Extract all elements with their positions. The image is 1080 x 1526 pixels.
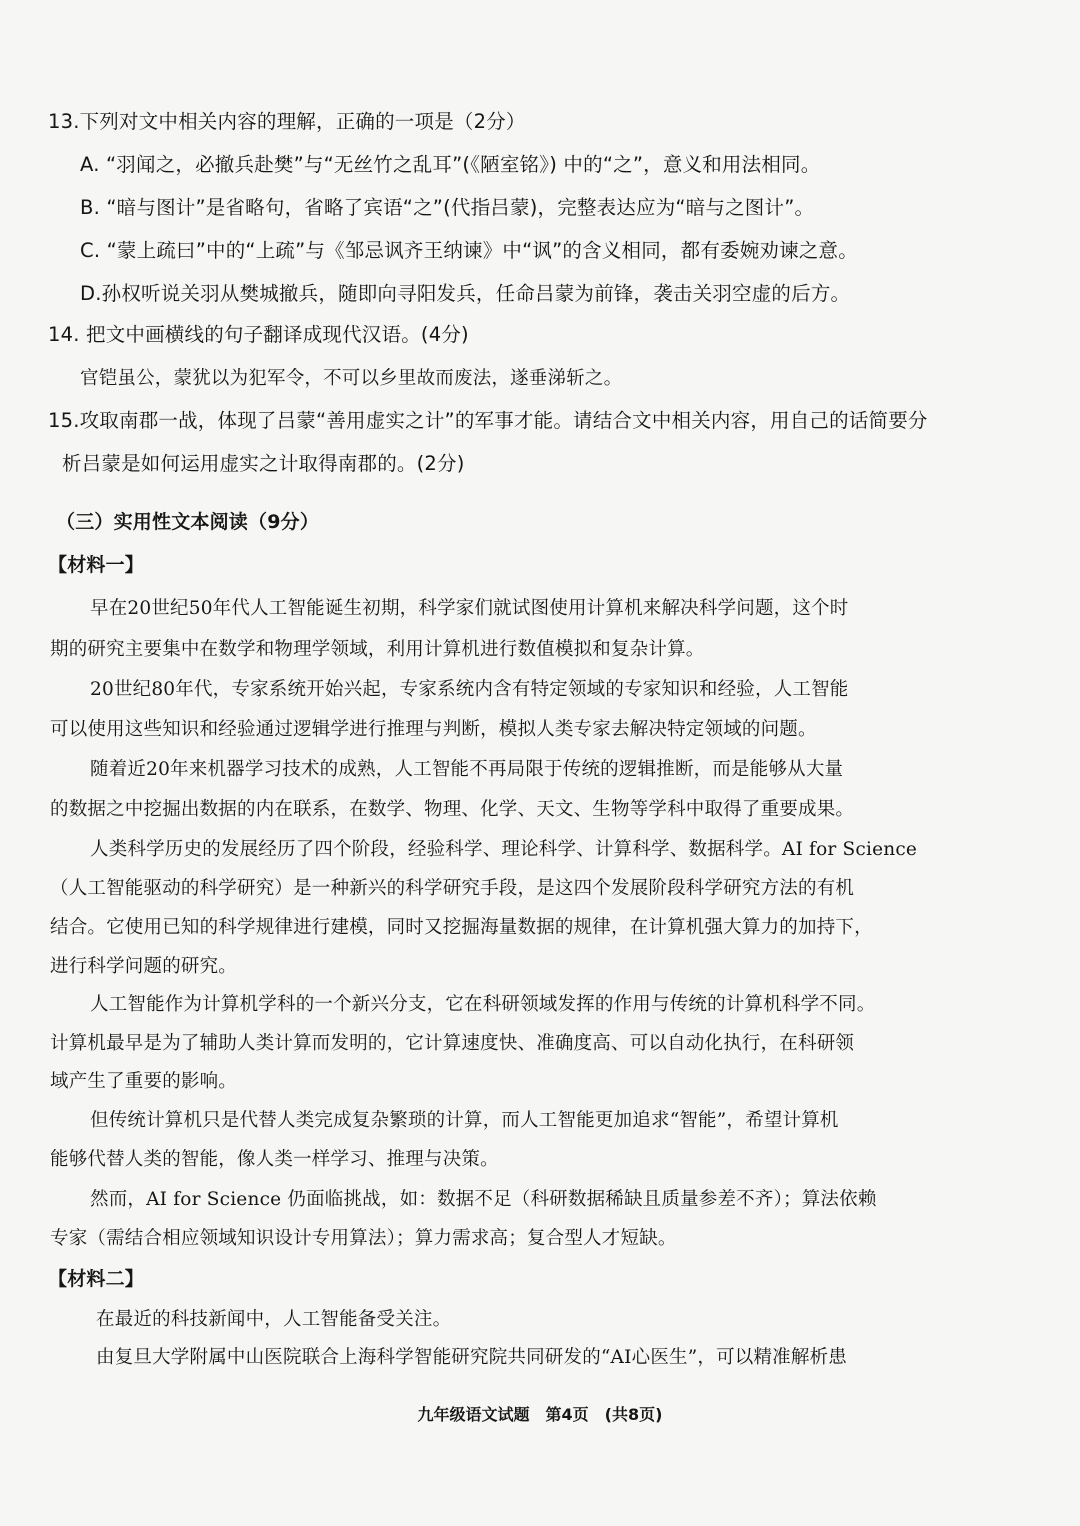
material-1-line: 专家（需结合相应领域知识设计专用算法）；算力需求高；复合型人才短缺。 — [50, 1228, 677, 1249]
material-1-line: 随着近20年来机器学习技术的成熟，人工智能不再局限于传统的逻辑推断，而是能够从大量 — [90, 759, 844, 780]
material-2-line: 在最近的科技新闻中，人工智能备受关注。 — [96, 1309, 452, 1330]
material-1-line: 期的研究主要集中在数学和物理学领域，利用计算机进行数值模拟和复杂计算。 — [50, 639, 705, 660]
material-1-line: 20世纪80年代，专家系统开始兴起，专家系统内含有特定领域的专家知识和经验，人工智能 — [90, 679, 849, 700]
material-1-line: 人类科学历史的发展经历了四个阶段，经验科学、理论科学、计算科学、数据科学。AI for Science — [90, 839, 918, 860]
material-1-label: 【材料一】 — [48, 554, 145, 576]
q13-option-c: C. “蒙上疏曰”中的“上疏”与《邹忌讽齐王纳谏》中“讽”的含义相同，都有委婉劝谏之意。 — [80, 239, 858, 262]
material-1-line: 但传统计算机只是代替人类完成复杂繁琐的计算，而人工智能更加追求“智能”，希望计算机 — [90, 1110, 839, 1131]
material-1-line: 人工智能作为计算机学科的一个新兴分支，它在科研领域发挥的作用与传统的计算机科学不同。 — [90, 994, 876, 1015]
material-1-line: 计算机最早是为了辅助人类计算而发明的，它计算速度快、准确度高、可以自动化执行，在科研领 — [50, 1033, 855, 1054]
material-1-line: 可以使用这些知识和经验通过逻辑学进行推理与判断，模拟人类专家去解决特定领域的问题。 — [50, 719, 817, 740]
q13-option-b: B. “暗与图计”是省略句，省略了宾语“之”(代指吕蒙)，完整表达应为“暗与之图计”。 — [80, 196, 815, 219]
q15-stem-line-1: 15.攻取南郡一战，体现了吕蒙“善用虚实之计”的军事才能。请结合文中相关内容，用自己的话简要分 — [48, 409, 928, 432]
material-1-line: 结合。它使用已知的科学规律进行建模，同时又挖掘海量数据的规律，在计算机强大算力的加持下， — [50, 917, 873, 938]
q13-option-a: A. “羽闻之，必撤兵赴樊”与“无丝竹之乱耳”(《陋室铭》) 中的“之”，意义和用法相同。 — [80, 153, 821, 176]
q15-stem-line-2: 析吕蒙是如何运用虚实之计取得南郡的。(2分) — [62, 452, 465, 475]
q14-sentence: 官铠虽公，蒙犹以为犯军令，不可以乡里故而废法，遂垂涕斩之。 — [80, 368, 623, 389]
material-1-line: 域产生了重要的影响。 — [50, 1071, 238, 1092]
q14-stem: 14. 把文中画横线的句子翻译成现代汉语。(4分) — [48, 323, 469, 346]
page-footer: 九年级语文试题 第4页 (共8页) — [417, 1405, 663, 1424]
material-1-line: 能够代替人类的智能，像人类一样学习、推理与决策。 — [50, 1149, 499, 1170]
material-2-label: 【材料二】 — [48, 1268, 145, 1290]
section-3-title: （三）实用性文本阅读（9分） — [56, 511, 320, 533]
material-1-line: 进行科学问题的研究。 — [50, 956, 238, 977]
material-1-line: 的数据之中挖掘出数据的内在联系，在数学、物理、化学、天文、生物等学科中取得了重要成果。 — [50, 799, 855, 820]
q13-option-d: D.孙权听说关羽从樊城撤兵，随即向寻阳发兵，任命吕蒙为前锋，袭击关羽空虚的后方。 — [80, 282, 851, 305]
material-2-line: 由复旦大学附属中山医院联合上海科学智能研究院共同研发的“AI心医生”，可以精准解析患 — [96, 1347, 847, 1368]
material-1-line: 然而，AI for Science 仍面临挑战，如：数据不足（科研数据稀缺且质量参差不齐）；算法依赖 — [90, 1189, 877, 1210]
material-1-line: （人工智能驱动的科学研究）是一种新兴的科学研究手段，是这四个发展阶段科学研究方法的有机 — [50, 878, 855, 899]
material-1-line: 早在20世纪50年代人工智能诞生初期，科学家们就试图使用计算机来解决科学问题，这个时 — [90, 598, 849, 619]
q13-stem: 13.下列对文中相关内容的理解，正确的一项是（2分） — [48, 110, 526, 133]
